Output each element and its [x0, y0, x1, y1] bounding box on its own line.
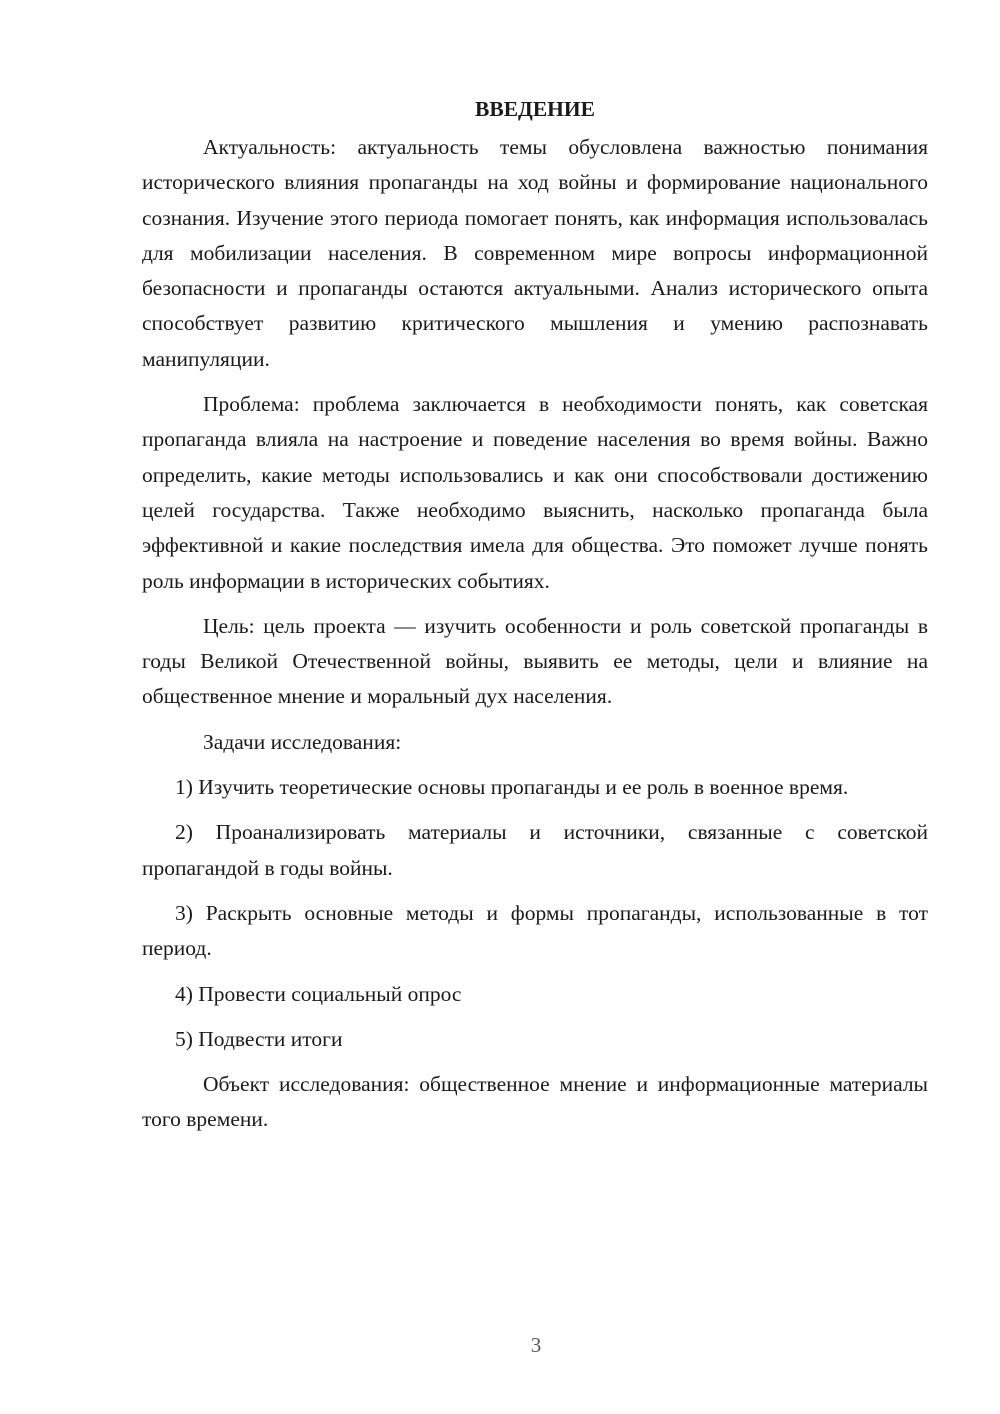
- document-page: [142, 92, 928, 1138]
- paragraph-goal: Цель: цель проекта — изучить особенности и роль советской пропаганды в годы Великой Отечественной войны, выявить ее методы, цели и влияние на общественное мнение и моральный дух населения.: [142, 613, 928, 709]
- task-item-4: 4) Провести социальный опрос: [175, 981, 462, 1006]
- paragraph-object: Объект исследования: общественное мнение и информационные материалы того времени.: [142, 1072, 928, 1132]
- task-item-3: 3) Раскрыть основные методы и формы пропаганды, использованные в тот период.: [142, 900, 928, 961]
- page-title: ВВЕДЕНИЕ: [475, 97, 595, 121]
- task-item-1: 1) Изучить теоретические основы пропаганды и ее роль в военное время.: [175, 775, 849, 800]
- paragraph-problem: Проблема: проблема заключается в необходимости понять, как советская пропаганда влияла на настроение и поведение населения во время войны. Важно определить, какие методы использовались и как они способствовали достижению целей государства. Также необходимо выяснить, насколько пропаганда была эффективной и какие последствия имела для общества. Это поможет лучше понять роль информации в исторических событиях.: [142, 392, 928, 593]
- task-item-5: 5) Подвести итоги: [175, 1026, 343, 1051]
- task-item-2: 2) Проанализировать материалы и источники, связанные с советской пропагандой в годы войны.: [142, 820, 928, 880]
- paragraph-relevance: Актуальность: актуальность темы обусловлена важностью понимания исторического влияния пропаганды на ход войны и формирование национального сознания. Изучение этого периода помогает понять, как информация использовалась для мобилизации населения. В современном мире вопросы информационной безопасности и пропаганды остаются актуальными. Анализ исторического опыта способствует развитию критического мышления и умению распознавать манипуляции.: [142, 135, 928, 371]
- page-number: 3: [530, 1333, 542, 1357]
- tasks-heading: Задачи исследования:: [203, 729, 402, 754]
